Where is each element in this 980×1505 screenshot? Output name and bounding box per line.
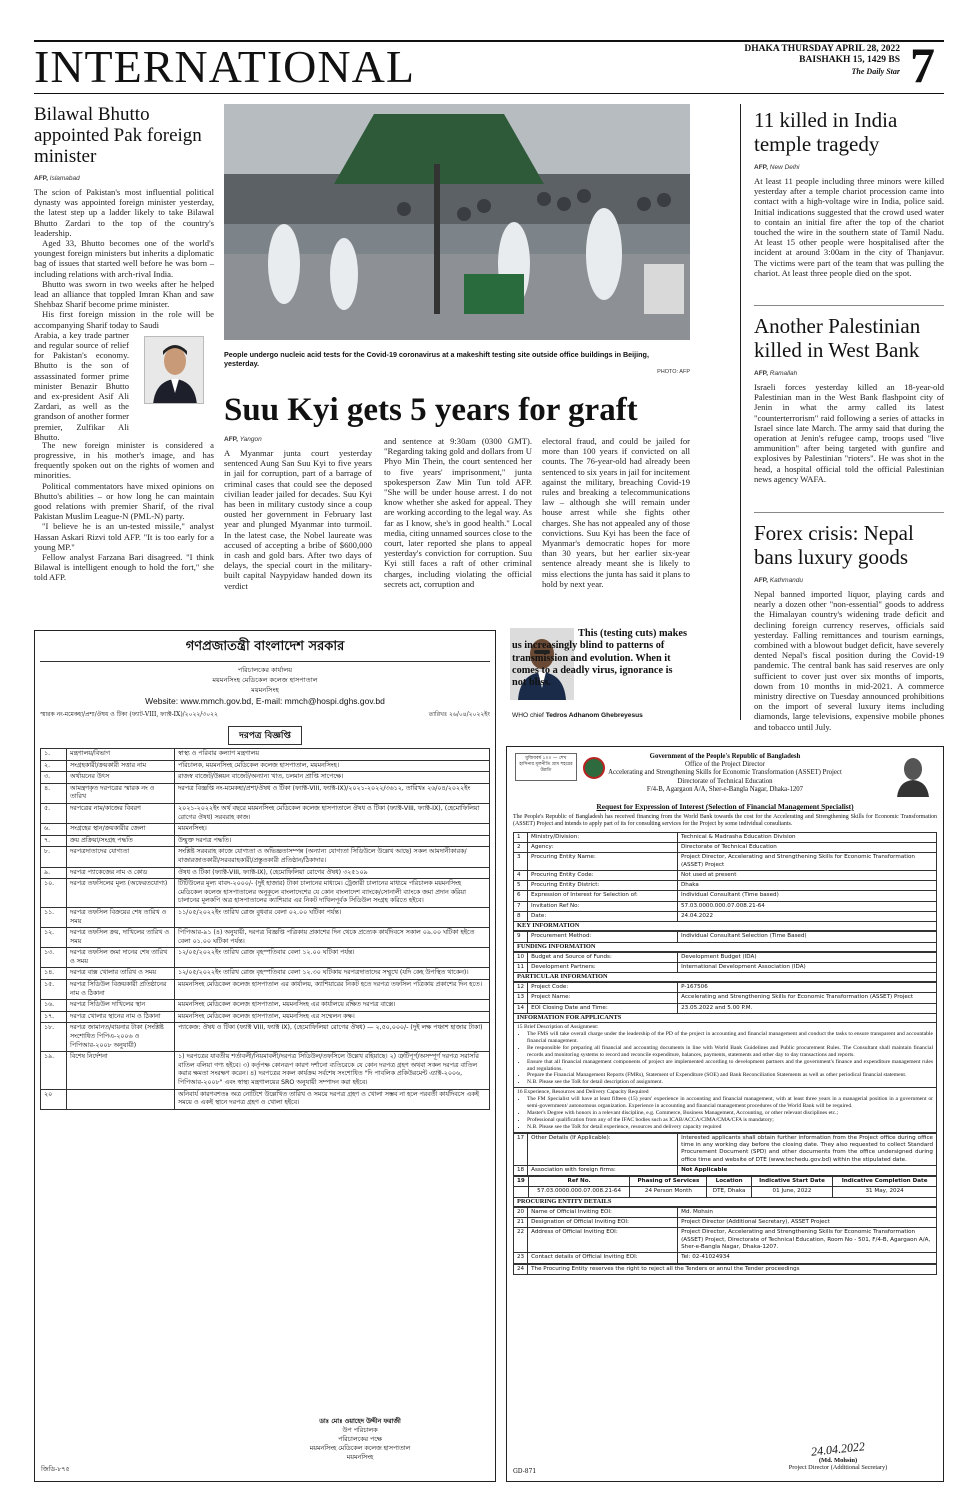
suukyi-byline: AFP, Yangon [224,436,262,443]
palestine-headline: Another Palestinian killed in West Bank [754,314,921,362]
table-cell-value: Md. Mohsin [678,1207,937,1217]
table-cell-value: Individual Consultant (Time based) [678,891,937,901]
row16: 16 Experience, Resources and Delivery Capacity Required • The FM Specialist will have at least fifteen (15) years' experience in accounting and financial management, with at least three years in a managerial position in a government or semi-government/ autonomous organization. Experience in accounting and financial management procedures of the World Bank will be required. • Master's Degree with honors in a relevant discipline, e.g. Commerce, Business Management, Accounting, or other relevant disciplines etc.; • Professional qualification from any of the IFAC bodies such as ICAB/ACCA/CIMA/CMA/CFA is mandatory; • N.B. Please see the ToR for detail experience, resources and delivery capacity required [513,1088,937,1132]
table-cell-label: Invitation Ref No: [528,901,678,911]
table-row [41,760,490,772]
table-row [41,928,490,948]
table-row [514,901,937,911]
table-cell-value: টিটিউলের মূল্য বাবদ-২০০০/- (দুই হাজার) টাকা চালানের মাধ্যমে। ট্রেজারী চালানের মাধ্যমে পরিচালক ময়মনসিংহ মেডিকেল কলেজ হাসপাতালের অনুকূলে বাংলাদেশের যে কোন বাংলাদেশ ব্যাংকে/সোনালী ব্যাংকে জমা প্রদান করিয়া চালানের মূলকপি অত্র হাসপাতালের ক্যাশিয়ার এর নিকট দাখিলপূর্বক সিডিউল সংগ্রহ করিতে হইবে। [175,879,490,908]
table-cell-label: দরপত্রের নাম/কাজের বিবরণ [67,803,175,823]
table-cell-no: 21 [514,1218,528,1228]
india-headline: 11 killed in India temple tragedy [754,108,898,156]
asset-signature-block [763,1439,913,1471]
table-cell-value: ময়মনসিংহ মেডিকেল কলেজ হাসপাতাল, ময়মনসিংহ এর কার্যালয়ে রক্ষিত দরপত্র বাক্সে। [175,1000,490,1012]
asset-rows-part [513,982,937,1014]
table-row [41,879,490,908]
table-row [514,881,937,891]
bangabandhu-portrait [891,753,935,797]
table-cell-no: ৬. [41,824,67,836]
table-cell-value: ২০২১-২০২২ইং অর্থ বছরে ময়মনসিংহ মেডিকেল কলেজ হাসপাতালে ঔষধ ও টিকা (ফ্যাক্ট-VIII, ফ্যাক্ট-IX), (হেমোফিলিয়া রোগের ঔষধ) সরবরাহ কাজ। [175,803,490,823]
table-row [514,983,937,993]
table-cell-label: দরপত্র তফসিল বিক্রয়ের শেষ তারিখ ও সময় [67,907,175,927]
table-cell-no: ২. [41,760,67,772]
table-cell-value: Individual Consultant Selection (Time Based) [678,932,937,942]
table-cell-label: দরপত্র তফসিলের মূল্য (অফেরতযোগ্য) [67,879,175,908]
palestine-byline: AFP, Ramallah [754,370,798,377]
table-cell-no: 2 [514,842,528,852]
table-cell-value: স্বাস্থ্য ও পরিবার কল্যাণ মন্ত্রণালয় [175,749,490,761]
table-row [514,1207,937,1217]
table-row [41,867,490,879]
table-row [41,980,490,1000]
india-byline: AFP, New Delhi [754,164,800,171]
table-row [41,824,490,836]
date-text: DHAKA THURSDAY APRIL 28, 2022 [744,44,900,54]
table-row [41,749,490,761]
list-item: • Ensure that all financial management components of project are implemented according to development partners and the government's finance and expenditure management rules and regulations. [527,1059,933,1073]
who-attribution [512,712,702,719]
tender-office: পরিচালকের কার্যালয় ময়মনসিংহ মেডিকেল কলেজ হাসপাতাল ময়মনসিংহ [212,666,318,694]
table-cell-value: ঔষধ ও টিকা (ফ্যাক্ট-VIII, ফ্যাক্ট-IX), (হেমোফিলিয়া রোগের ঔষধ) ৩২৫১০৯ [175,867,490,879]
table-cell-value: ময়মনসিংহ মেডিকেল কলেজ হাসপাতাল, ময়মনসিংহ এর সম্মেলন কক্ষ। [175,1011,490,1023]
list-item: • Be responsible for preparing all financial and accounting documents in line with World Bank Guidelines and Public procurement Rules. The Consultant shall maintain financial records and monitoring systems to record and reconcile expenditure, balances, payments, statements and other day to day transactions and reports. [527,1045,933,1059]
table-cell-label: বিশেষ নির্দেশনা [67,1052,175,1089]
table-cell-label: দরপত্র জামানত/বায়নার টাকা (সংশ্লিষ্ট সংশোধিত পিপিএ-২০০৬ ও পিপিআর-২০০৮ অনুযায়ী) [67,1023,175,1052]
table-cell-value: 24.04.2022 [678,911,937,921]
table-cell-label: Designation of Official Inviting EOI: [528,1218,678,1228]
table-row [514,853,937,871]
bhutto-article [34,104,214,583]
bhutto-byline: AFP, Islamabad [34,175,80,182]
table-cell-label: Procuring Entity Name: [528,853,678,871]
table-cell-label: Address of Official Inviting EOI: [528,1228,678,1253]
asset-rows-top [513,832,937,923]
table-cell-value: Tel: 02-41024934 [678,1253,937,1263]
table-cell-value: ১১/০৫/২০২২ইং তারিখ রোজ বুধবার বেলা ০২.০০ ঘটিকা পর্যন্ত। [175,907,490,927]
table-cell-label: দরপত্র প্যাকেজের নাম ও কোড [67,867,175,879]
row24: 24 The Procuring Entity reserves the right to reject all the Tenders or annul the Tender proceedings [513,1264,937,1275]
table-cell-label: EOI Closing Date and Time: [528,1003,678,1013]
asset-rows-proc [513,1207,937,1264]
table-cell-no: 13 [514,993,528,1003]
table-cell-label: Procuring Entity District: [528,881,678,891]
table-cell-value: রাজস্ব বাজেট/উন্নয়ন বাজেট/অন্যান্য খাত, চলমান প্রাপ্তি সাপেক্ষে। [175,772,490,784]
covid-photo-credit: PHOTO: AFP [657,369,690,375]
table-row [514,932,937,942]
table-cell-no: 9 [514,932,528,942]
table-row [41,803,490,823]
tender-advertisement [34,630,496,1482]
table-cell-label: Date: [528,911,678,921]
tender-memo-date: তারিখঃ ২৬/০৪/২০২২ইং [428,711,490,718]
table-cell-value: Development Budget (IDA) [678,952,937,962]
ref-table: 19 Ref No. Phasing of Services Location Indicative Start Date Indicative Completion Date 57.03.0000.000.07.008.21-64 24 Person Month DTE, Dhaka 01 June, 2022 31 May, 2024 [513,1176,937,1198]
table-cell-label: দরপত্র সিডিউল দাখিলের স্থান [67,1000,175,1012]
table-cell-label: Development Partners: [528,962,678,972]
asset-code: GD-871 [513,1468,537,1475]
table-cell-value: পিপিআর-৯১ (৪) অনুযায়ী, দরপত্র বিজ্ঞপ্তি পত্রিকায় প্রকাশের দিন থেকে প্রত্যেক কার্যদিবসে সকাল ০৯.০০ ঘটিকা হইতে বেলা ০১.০০ ঘটিকা পর্যন্ত। [175,928,490,948]
table-cell-label: আমন্ত্রণকৃত দরপত্রের স্মারক নং ও তারিখ [67,783,175,803]
table-cell-label: দরপত্র খোলার স্থানের নাম ও ঠিকানা [67,1011,175,1023]
table-cell-no: 8 [514,911,528,921]
table-row [41,847,490,867]
bhutto-portrait [144,336,204,404]
nepal-body: Nepal banned imported liquor, playing cards and nearly a dozen other "non-essential" goods to address the Himalayan country's widening trade deficit and declining foreign currency reserves, officials said yesterday. Falling remittances and tourism earnings, combined with a blowout budget deficit, have severely dented Nepal's fiscal position during the Covid-19 pandemic. The central bank has said reserves are only sufficient to cover just over six months of imports, down from 10 months in mid-2021. A commerce ministry directive on Tuesday announced prohibitions on the import of several luxury items including diamonds, large televisions, expensive mobile phones and tobacco until July. [754,589,944,732]
table-row [41,968,490,980]
table-cell-value: সংশ্লিষ্ট সরবরাহ কাজে যোগ্যতা ও অভিজ্ঞতাসম্পন্ন (অন্যান্য যোগ্যতা সিডিউলে উল্লেখ আছে) সকল আমদানীকারক/বাজারজাতকারী/সরবরাহকারী/প্রস্তুতকারী প্রতিষ্ঠান/ঠিকাদার। [175,847,490,867]
divider-1 [754,305,944,306]
table-cell-value: ময়মনসিংহ মেডিকেল কলেজ হাসপাতাল এর কার্যালয়, ক্যাশিয়ারের নিকট হতে দরপত্র তফসিল পত্রিকায় প্রকাশের দিন হতে। [175,980,490,1000]
suukyi-col-2: and sentence at 9:30am (0300 GMT). "Regarding taking gold and dollars from U Phyo Min Thein, the court sentenced her to five years' imprisonment," junta spokesperson Zaw Min Tun told AFP. "She will be under house arrest. I do not know whether she asked for appeal. They are working according to the legal way. As far as I know, she's in good health." Local media, citing unnamed sources close to the court, later reported she plans to appeal yesterday's conviction for corruption. Suu Kyi still faces a raft of other criminal charges, including violating the official secrets act, corruption and [384,436,532,589]
nepal-headline: Forex crisis: Nepal bans luxury goods [754,521,914,569]
table-cell-no: ১৩. [41,948,67,968]
table-cell-no: 20 [514,1207,528,1217]
tender-memo-no: স্মারক নং-মমেকহা/প্রশা/ঔষধ ও টিকা (ফ্যাট-VIII, ফ্যাক্ট-IX)/২০২২/৩০২২ [40,711,218,718]
tender-notice-title: দরপত্র বিজ্ঞপ্তি [40,723,490,745]
particular-info-header: PARTICULAR INFORMATION [513,973,937,982]
govt-logo [583,757,605,779]
table-cell-no: ১৯. [41,1052,67,1089]
applicants-info-header: INFORMATION FOR APPLICANTS [513,1014,937,1023]
proc-details-header: PROCURING ENTITY DETAILS [513,1198,937,1207]
list-item: • N.B. Please see the ToR for detail description of assignment. [527,1079,933,1086]
table-row [514,952,937,962]
list-item: • Master's Degree with honors in a relevant discipline, e.g. Commerce, Business Management, Accounting, or other relevant disciplines etc.; [527,1110,933,1117]
table-cell-label: সংগ্রহকারী/ক্রয়কারী সত্তার নাম [67,760,175,772]
sign-title: Project Director (Additional Secretary) [788,1464,888,1471]
nepal-article [754,521,944,732]
table-row [41,1023,490,1052]
table-cell-no: 5 [514,881,528,891]
table-row [514,1253,937,1263]
table-cell-no: ১১. [41,907,67,927]
table-cell-no: ১২. [41,928,67,948]
table-cell-no: ৯. [41,867,67,879]
table-row [514,962,937,972]
table-cell-no: ৩. [41,772,67,784]
tender-memo [40,709,490,720]
key-info-header: KEY INFORMATION [513,922,937,931]
table-cell-label: সংগ্রহের স্থান/ক্রয়কারীর জেলা [67,824,175,836]
sign-name: (Md. Mohsin) [818,1457,858,1464]
table-cell-label: Agency: [528,842,678,852]
list-item: • The FMS will take overall charge under the leadership of the PD of the project in accounting and financial management and conduct the tasks to ensure transparent and accountable financial management. [527,1031,933,1045]
table-cell-label: Procurement Method: [528,932,678,942]
table-cell-no: 3 [514,853,528,871]
table-cell-label: Contact details of Official Inviting EOI: [528,1253,678,1263]
table-cell-no: ১৫. [41,980,67,1000]
table-cell-value: 23.05.2022 and 5.00 P.M. [678,1003,937,1013]
tender-signatory: ডাঃ মোঃ ওয়াহেদ উদ্দীন ফরাজী উপ পরিচালক পরিচালকের পক্ষে ময়মনসিংহ মেডিকেল কলেজ হাসপাতাল ময়মনসিংহ [309,1418,411,1461]
table-cell-no: 6 [514,891,528,901]
india-body: At least 11 people including three minors were killed yesterday after a temple chariot procession came into contact with a high-voltage wire in India, police said. Initial indications suggested that the crowd used water to contain an initial fire after the top of the chariot touched the wire in the southern state of Tamil Nadu. At least 15 other people were hospitalised after the incident at around 3:00am in the city of Thanjavur. The victims were part of the team that was pulling the chariot. At least three people died on the spot. [754,176,944,278]
table-cell-label: Ministry/Division: [528,832,678,842]
table-cell-no: ১৮. [41,1023,67,1052]
who-attribution-role: WHO chief [512,712,544,719]
who-attribution-name: Tedros Adhanom Ghebreyesus [545,712,643,719]
table-cell-no: ১. [41,749,67,761]
table-cell-label: Name of Official Inviting EOI: [528,1207,678,1217]
divider-2 [754,512,944,513]
table-cell-no: ১৬. [41,1000,67,1012]
bangla-date: BAISHAKH 15, 1429 BS [799,55,900,65]
table-cell-label: Procuring Entity Code: [528,870,678,880]
nepal-byline: AFP, Kathmandu [754,577,804,584]
bhutto-body-top: The scion of Pakistan's most influential political dynasty was appointed foreign minister yesterday, the latest step up a ladder likely to take Bilawal Bhutto Zardari to the top of the country's leadership. Aged 33, Bhutto becomes one of the world's youngest foreign ministers but inherits a diplomatic bag of issues that started well before he was born – including relations with arch-rival India. Bhutto was sworn in two weeks after he helped lead an alliance that toppled Imran Khan and saw Shehbaz Sharif become prime minister. His first foreign mission in the role will be accompanying Sharif today to Saudi [34,187,214,330]
page-number: 7 [910,37,935,93]
table-cell-no: ১৭. [41,1011,67,1023]
bhutto-body-wrap: Arabia, a key trade partner and regular source of relief for Pakistan's economy. Bhutto is the son of assassinated former prime minister Benazir Bhutto and ex-president Asif Ali Zardari, as well as the grandson of another former premier, Zulfikar Ali Bhutto. [34,329,129,442]
table-row [41,948,490,968]
table-row [514,1003,937,1013]
table-cell-value: Accelerating and Strengthening Skills for Economic Transformation (ASSET) Project [678,993,937,1003]
table-cell-no: 7 [514,901,528,911]
table-cell-value: অনিবার্য কারণবশতঃ অত্র নোটিশে উল্লেখিত তারিখ ও সময়ে দরপত্র গ্রহণ ও খোলা সম্ভব না হলে পরবর্তী কার্যদিবসে একই সময়ে ও একই স্থানে দরপত্র গ্রহণ ও খোলা হইবে। [175,1089,490,1109]
india-article [754,108,944,278]
table-cell-no: 12 [514,983,528,993]
suukyi-col-3: electoral fraud, and could be jailed for more than 100 years if convicted on all counts. The 76-year-old had already been sentenced to six years in jail for incitement against the military, breaching Covid-19 rules and breaking a telecommunications law – although she will remain under house arrest while she fights other charges. She has not appealed any of those convictions. Suu Kyi has been the face of Myanmar's democratic hopes for more than 30 years, but her earlier six-year sentence already meant she is likely to miss elections the junta has said it plans to hold by next year. [542,436,690,589]
covid-testing-photo [224,104,690,340]
date-line [700,44,900,77]
tender-code: জিডি-৮৭৫ [41,1465,70,1473]
table-cell-value: Dhaka [678,881,937,891]
table-cell-value: Project Director, Accelerating and Strengthening Skills for Economic Transformation (ASSET) Project [678,853,937,871]
table-cell-value: প্যাকেজ: ঔষধ ও টিকা (ফ্যাক্ট VIII, ফ্যাক্ট IX), (হেমোফিলিয়া রোগের ঔষধ) — ২,৫০,০০০/- (দুই লক্ষ পঞ্চাশ হাজার টাকা) [175,1023,490,1052]
table-cell-label: Expression of Interest for Selection of: [528,891,678,901]
section-title: INTERNATIONAL [34,41,415,92]
table-cell-value: দরপত্র বিজ্ঞপ্তি নং-মমেকহা/প্রশা/ঔষধ ও টিকা (ফ্যাক্ট-VIII, ফ্যাক্ট-IX)/২০২১-২০২২/৩৬১২, তারিখঃ ২৬/০৪/২০২২ইং [175,783,490,803]
row17: 17 Other Details (If Applicable): Interested applicants shall obtain further information from the Project office during office time in any working day before the closing date. They also requested to collect Standard Procurement Document (SPD) and other documents from the office undersigned during office time and website of DTE (www.techedu.gov.bd) within the stipulated date. 18 Association with foreign firms: Not Applicable [513,1133,937,1176]
who-quote-text: This (testing cuts) makes us increasingly blind to patterns of transmission and evolution. When it comes to a deadly virus, ignorance is not bliss. [512,628,687,689]
table-row [514,1228,937,1253]
row15: 15 Brief Description of Assignment: • The FMS will take overall charge under the leadership of the PD of the project in accounting and financial management and conduct the tasks to ensure transparent and accountable financial management. • Be responsible for preparing all financial and accounting documents in line with World Bank Guidelines and Public procurement Rules. The Consultant shall maintain financial records and monitoring systems to record and reconcile expenditure, balances, payments, statements and other day to day transactions and reports. • Ensure that all financial management components of project are implemented according to development partners and the government's finance and expenditure management rules and regulations. • Prepare the Financial Management Reports (FMRs), Statement of Expenditure (SOE) and Bank Reconciliation Statements as well as other periodical financial statement. • N.B. Please see the ToR for detail description of assignment. [513,1023,937,1088]
table-cell-no: 14 [514,1003,528,1013]
who-quote-box [510,628,696,722]
tender-website: Website: www.mmch.gov.bd, E-mail: mmch@hospi.dghs.gov.bd [145,696,385,706]
bhutto-headline: Bilawal Bhutto appointed Pak foreign minister [34,104,202,167]
table-cell-value: Directorate of Technical Education [678,842,937,852]
asset-rows-key [513,931,937,942]
table-row [41,835,490,847]
table-row [514,870,937,880]
signature-mark: 24.04.2022 [810,1439,866,1459]
table-row [514,993,937,1003]
tender-table [40,748,490,1110]
covid-photo-caption: People undergo nucleic acid tests for the Covid-19 coronavirus at a makeshift testing site outside office buildings in Beijing, yesterday. [224,350,649,368]
table-cell-no: 22 [514,1228,528,1253]
table-cell-label: ক্রয় প্রক্রিয়া/সংগ্রহ পদ্ধতি [67,835,175,847]
table-cell-value: Not used at present [678,870,937,880]
suukyi-headline: Suu Kyi gets 5 years for graft [224,392,638,428]
table-cell-value: ১২/০৫/২০২২ইং তারিখ রোজ বৃহস্পতিবার বেলা ১২.০০ ঘটিকা পর্যন্ত। [175,948,490,968]
table-row [514,1218,937,1228]
bhutto-wrap [34,330,214,440]
table-cell-value: International Development Association (IDA) [678,962,937,972]
list-item: • Prepare the Financial Management Reports (FMRs), Statement of Expenditure (SOE) and Bank Reconciliation Statements as well as other periodical financial statement. [527,1072,933,1079]
bhutto-body-bottom: The new foreign minister is considered a progressive, in his mother's image, and has frequently spoken out on the rights of women and minorities. Political commentators have mixed opinions on Bhutto's abilities – or how long he can maintain good relations with premier Sharif, of the rival Pakistan Muslim League-N (PML-N) party. "I believe he is an un-tested missile," analyst Hassan Askari Rizvi told AFP. "It is too early for a young MP." Fellow analyst Farzana Bari disagreed. "I think Bilawal is intelligent enough to hold the fort," she told AFP. [34,439,214,583]
table-cell-label: Budget and Source of Funds: [528,952,678,962]
table-cell-no: 23 [514,1253,528,1263]
palestine-body: Israeli forces yesterday killed an 18-year-old Palestinian man in the West Bank flashpoint city of Jenin in what the army called its latest "counterterrorism" raid following a series of attacks in Israel since late March. The army said that during the operation at Jenin's refugee camp, troops used "live ammunition" after being targeted with gunfire and explosives by Palestinian "rioters". He was shot in the head, a hospital official told the official Palestinian news agency WAFA. [754,382,944,484]
table-cell-value: ১২/০৫/২০২২ইং তারিখ রোজ বৃহস্পতিবার বেলা ১২.৩০ ঘটিকায় দরপত্রদাতাদের সম্মুখে (যদি কেহ উপস্থিত থাকেন)। [175,968,490,980]
asset-table [513,832,937,1275]
table-cell-value: P-167506 [678,983,937,993]
table-cell-no: ২০ [41,1089,67,1109]
table-cell-label: মন্ত্রণালয়/বিভাগ [67,749,175,761]
table-cell-label: Project Code: [528,983,678,993]
table-row [514,891,937,901]
table-cell-value: 57.03.0000.000.07.008.21-64 [678,901,937,911]
table-cell-label: দরপত্র সিডিউল বিক্রয়কারী প্রতিষ্ঠানের নাম ও ঠিকানা [67,980,175,1000]
table-cell-label [67,1089,175,1109]
table-cell-value: ১) দরপত্রের যাবতীয় শর্তাবলী/নিয়মাবলী/দরপত্র সিডিউল/তফসিলে উল্লেখ রহিয়াছে। ২) ত্রুটিপূর্ণ/অসম্পূর্ণ দরপত্র সরাসরি বাতিল বলিয়া গণ্য হইবে। ৩) কর্তৃপক্ষ কোনরূপ কারণ দর্শানো ব্যতিরেকে যে কোন দরপত্র গ্রহণ অথবা সকল দরপত্র বাতিল করার ক্ষমতা সংরক্ষণ করেন। ৪) দরপত্রের সকল কার্যক্রম সর্বশেষ সংশোধিত "দি পাবলিক প্রকিউরমেন্ট এ্যাক্ট-২০০৬, পিপিআর-২০০৮" এবং স্বাস্থ্য মন্ত্রণালয়ের SRO অনুযায়ী সম্পাদন করা হইবে। [175,1052,490,1089]
table-cell-no: 4 [514,870,528,880]
table-row [41,783,490,803]
funding-info-header: FUNDING INFORMATION [513,943,937,952]
table-cell-label: Project Name: [528,993,678,1003]
table-row [41,907,490,927]
table-row [41,1000,490,1012]
list-item: • N.B. Please see the ToR for detail experience, resources and delivery capacity required [527,1124,933,1131]
table-cell-no: ৮. [41,847,67,867]
table-row [514,842,937,852]
table-cell-value: পরিচালক, ময়মনসিংহ মেডিকেল কলেজ হাসপাতাল, ময়মনসিংহ। [175,760,490,772]
right-column-rule [740,104,741,720]
table-cell-no: ৪. [41,783,67,803]
table-row [41,1089,490,1109]
table-row [514,911,937,921]
table-cell-no: ৫. [41,803,67,823]
suukyi-col-1: A Myanmar junta court yesterday sentenced Aung San Suu Kyi to five years in jail for corruption, part of a barrage of criminal cases that could see the deposed civilian leader jailed for decades. Suu Kyi has been in military custody since a coup ousted her government in February last year and plunged Myanmar into turmoil. In the latest case, the Nobel laureate was accused of accepting a bribe of $600,000 in cash and gold bars. After two days of delays, the special court in the military-built capital Naypyidaw handed down its verdict [224,448,372,591]
table-row [41,1011,490,1023]
table-cell-no: ৭. [41,835,67,847]
asset-eoi-advertisement [506,746,944,1482]
table-cell-label: দরপত্রদাতাদের যোগ্যতা [67,847,175,867]
tender-title: গণপ্রজাতন্ত্রী বাংলাদেশ সরকার [40,637,490,662]
table-row [41,772,490,784]
table-cell-value: উন্মুক্ত দরপত্র পদ্ধতি। [175,835,490,847]
table-cell-label: দরপত্র তফসিল ক্রয়, দাখিলের তারিখ ও সময় [67,928,175,948]
paper-name: The Daily Star [851,67,900,76]
asset-eoi-title: Request for Expression of Interest (Selection of Financial Management Specialist) [596,802,854,812]
table-cell-no: 11 [514,962,528,972]
table-row [41,1052,490,1089]
asset-header: Government of the People's Republic of Bangladesh Office of the Project Director Accelerating and Strengthening Skills for Economic Transformation (ASSET) Project Directorate of Technical Education F/4-B, Agargaon A/A, Sher-e-Bangla Nagar, Dhaka-1207 [608,753,842,793]
masthead-bottom-rule [34,93,944,94]
table-cell-value: Project Director, Accelerating and Strengthening Skills for Economic Transformation (ASSET) Project, Directorate of Technical Education, Room No - 501, F/4-B, Agargaon A/A, Sher-e-Bangla Nagar, Dhaka-1207. [678,1228,937,1253]
table-cell-value: ময়মনসিংহ। [175,824,490,836]
table-cell-no: 10 [514,952,528,962]
table-cell-value: Technical & Madrasha Education Division [678,832,937,842]
table-cell-value: Project Director (Additional Secretary), ASSET Project [678,1218,937,1228]
table-cell-no: ১৪. [41,968,67,980]
list-item: • Professional qualification from any of the IFAC bodies such as ICAB/ACCA/CIMA/CMA/CFA is mandatory; [527,1117,933,1124]
table-cell-no: 1 [514,832,528,842]
table-cell-label: দরপত্র বাক্স খোলার তারিখ ও সময় [67,968,175,980]
mujib-stamp: মুজিববর্ষ ১০০ — শেখ হাসিনার মূলনীতি গ্রাম শহরের উন্নতি [515,753,577,781]
table-cell-no: ১০. [41,879,67,908]
asset-rows-fund [513,952,937,974]
table-row [514,832,937,842]
asset-intro: The People's Republic of Bangladesh has received financing from the World Bank towards the cost for the Accelerating and Strengthening Skills for Economic Transformation (ASSET) Project and intends to apply part of its for consulting services for the Project by some individual consultants. [513,814,937,828]
table-cell-label: অর্থায়নের উৎস [67,772,175,784]
palestine-article [754,314,944,484]
list-item: • The FM Specialist will have at least fifteen (15) years' experience in accounting and financial management, with at least three years in a managerial position in a government or semi-government/ autonomous organization. Experience in accounting and financial management procedures of the World Bank will be required. [527,1096,933,1110]
table-cell-label: দরপত্র তফসিল জমা দানের শেষ তারিখ ও সময় [67,948,175,968]
